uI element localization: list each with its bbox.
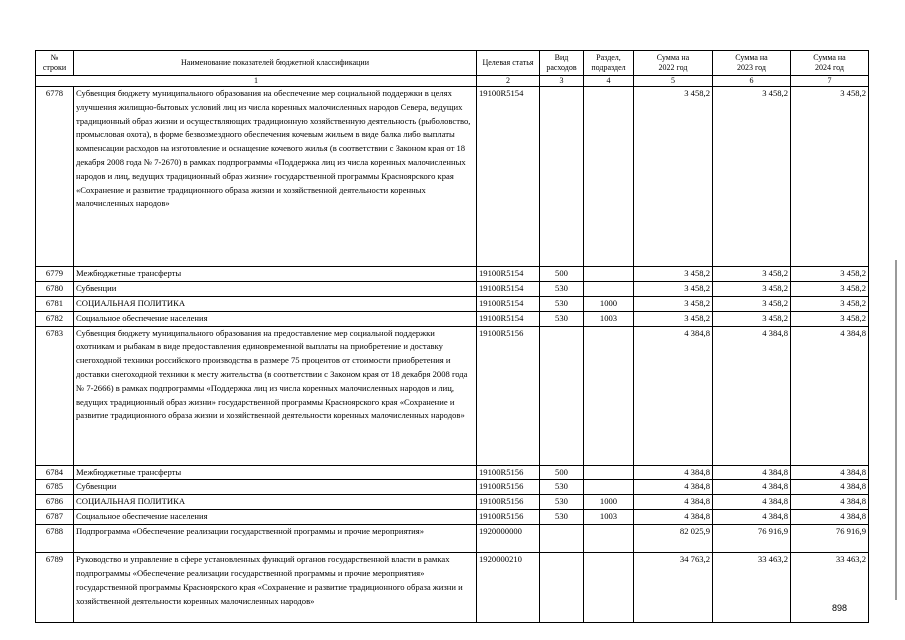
table-row — [36, 267, 869, 282]
table-row — [36, 524, 869, 553]
column-number: 5 — [634, 76, 713, 87]
row-expense-type: 530 — [540, 495, 584, 510]
row-sum-2024: 4 384,8 — [791, 495, 869, 510]
row-section — [584, 267, 634, 282]
row-name: Социальное обеспечение населения — [74, 509, 477, 524]
column-number: 6 — [713, 76, 791, 87]
row-sum-2024: 33 463,2 — [791, 553, 869, 623]
row-sum-2022: 4 384,8 — [634, 326, 713, 465]
row-name: Межбюджетные трансферты — [74, 465, 477, 480]
table-row — [36, 87, 869, 267]
row-name: СОЦИАЛЬНАЯ ПОЛИТИКА — [74, 296, 477, 311]
row-section: 1000 — [584, 296, 634, 311]
row-sum-2023: 4 384,8 — [713, 509, 791, 524]
row-sum-2023: 4 384,8 — [713, 465, 791, 480]
row-name: Субвенции — [74, 480, 477, 495]
row-sum-2022: 3 458,2 — [634, 282, 713, 297]
row-sum-2024: 4 384,8 — [791, 509, 869, 524]
row-number: 6786 — [36, 495, 74, 510]
row-section — [584, 326, 634, 465]
row-sum-2024: 3 458,2 — [791, 296, 869, 311]
column-number: 7 — [791, 76, 869, 87]
row-sum-2022: 34 763,2 — [634, 553, 713, 623]
row-section — [584, 524, 634, 553]
row-target-code: 1920000210 — [477, 553, 540, 623]
header-line-no: № строки — [36, 51, 74, 76]
row-sum-2023: 3 458,2 — [713, 296, 791, 311]
row-expense-type — [540, 553, 584, 623]
row-section: 1003 — [584, 311, 634, 326]
row-sum-2023: 76 916,9 — [713, 524, 791, 553]
row-number: 6779 — [36, 267, 74, 282]
row-sum-2023: 3 458,2 — [713, 87, 791, 267]
row-expense-type: 530 — [540, 282, 584, 297]
row-section: 1003 — [584, 509, 634, 524]
header-sum-2024: Сумма на 2024 год — [791, 51, 869, 76]
row-expense-type: 530 — [540, 311, 584, 326]
row-target-code: 19100R5156 — [477, 465, 540, 480]
row-section — [584, 282, 634, 297]
row-target-code: 19100R5156 — [477, 495, 540, 510]
table-row — [36, 296, 869, 311]
row-sum-2023: 3 458,2 — [713, 267, 791, 282]
row-sum-2022: 4 384,8 — [634, 509, 713, 524]
row-sum-2023: 4 384,8 — [713, 326, 791, 465]
header-row — [36, 51, 869, 76]
row-expense-type — [540, 87, 584, 267]
row-name: Субвенция бюджету муниципального образования на предоставление мер социальной поддержки охотникам и рыбакам в виде предоставления единовременной выплаты на приобретение и доставку снегоходной техники российского производства в размере 75 процентов от стоимости приобретения и доставки снегоходной техники к месту жительства (в соответствии с Законом края от 18 декабря 2008 года № 7-2666) в рамках подпрограммы «Поддержка лиц из числа коренных малочисленных народов и лиц, ведущих традиционный образ жизни» государственной программы Красноярского края «Сохранение и развитие традиционного образа жизни и хозяйственной деятельности коренных малочисленных народов» — [74, 326, 477, 465]
row-number: 6787 — [36, 509, 74, 524]
row-name: СОЦИАЛЬНАЯ ПОЛИТИКА — [74, 495, 477, 510]
header-sum-2023: Сумма на 2023 год — [713, 51, 791, 76]
header-section: Раздел, подраздел — [584, 51, 634, 76]
row-target-code: 19100R5156 — [477, 509, 540, 524]
row-target-code: 19100R5154 — [477, 311, 540, 326]
row-expense-type: 500 — [540, 465, 584, 480]
row-number: 6785 — [36, 480, 74, 495]
page-number: 898 — [832, 603, 848, 613]
row-expense-type: 500 — [540, 267, 584, 282]
table-row — [36, 509, 869, 524]
row-expense-type: 530 — [540, 296, 584, 311]
row-sum-2023: 4 384,8 — [713, 495, 791, 510]
row-expense-type: 530 — [540, 509, 584, 524]
row-number: 6784 — [36, 465, 74, 480]
row-expense-type — [540, 524, 584, 553]
row-target-code: 1920000000 — [477, 524, 540, 553]
table-body — [36, 87, 869, 623]
row-target-code: 19100R5154 — [477, 267, 540, 282]
row-sum-2024: 3 458,2 — [791, 87, 869, 267]
budget-table — [35, 50, 869, 623]
row-number: 6781 — [36, 296, 74, 311]
row-sum-2024: 4 384,8 — [791, 480, 869, 495]
row-sum-2023: 3 458,2 — [713, 311, 791, 326]
row-sum-2023: 33 463,2 — [713, 553, 791, 623]
row-name: Руководство и управление в сфере установленных функций органов государственной власти в рамках подпрограммы «Обеспечение реализации государственной программы и прочие мероприятия» государственной программы Красноярского края «Сохранение и развитие традиционного образа жизни и хозяйственной деятельности коренных малочисленных народов» — [74, 553, 477, 623]
row-section — [584, 480, 634, 495]
row-section: 1000 — [584, 495, 634, 510]
header-target: Целевая статья — [477, 51, 540, 76]
header-expense-type: Вид расходов — [540, 51, 584, 76]
row-expense-type: 530 — [540, 480, 584, 495]
row-sum-2022: 3 458,2 — [634, 267, 713, 282]
row-sum-2024: 3 458,2 — [791, 282, 869, 297]
scan-edge-line — [895, 260, 897, 600]
table-row — [36, 495, 869, 510]
table-row — [36, 553, 869, 623]
row-sum-2022: 4 384,8 — [634, 480, 713, 495]
table-row — [36, 465, 869, 480]
table-row — [36, 480, 869, 495]
row-number: 6780 — [36, 282, 74, 297]
header-sum-2022: Сумма на 2022 год — [634, 51, 713, 76]
row-number: 6788 — [36, 524, 74, 553]
row-target-code: 19100R5154 — [477, 282, 540, 297]
row-number: 6782 — [36, 311, 74, 326]
row-number: 6789 — [36, 553, 74, 623]
column-number: 2 — [477, 76, 540, 87]
row-target-code: 19100R5154 — [477, 87, 540, 267]
row-expense-type — [540, 326, 584, 465]
row-target-code: 19100R5156 — [477, 326, 540, 465]
row-name: Субвенция бюджету муниципального образования на обеспечение мер социальной поддержки в целях улучшения жилищно-бытовых условий лиц из числа коренных малочисленных народов Севера, ведущих традиционный образ жизни и осуществляющих традиционную хозяйственную деятельность (рыболовство, промысловая охота), в форме безвозмездного обеспечения кочевым жильем в виде балка либо выплаты компенсации расходов на изготовление и оснащение кочевого жилья (в соответствии с Законом края от 18 декабря 2008 года № 7-2670) в рамках подпрограммы «Поддержка лиц из числа коренных малочисленных народов и лиц, ведущих традиционный образ жизни» государственной программы Красноярского края «Сохранение и развитие традиционного образа жизни и хозяйственной деятельности коренных малочисленных народов» — [74, 87, 477, 267]
row-target-code: 19100R5154 — [477, 296, 540, 311]
table-row — [36, 282, 869, 297]
row-section — [584, 465, 634, 480]
row-sum-2022: 3 458,2 — [634, 311, 713, 326]
row-sum-2022: 3 458,2 — [634, 87, 713, 267]
row-sum-2022: 82 025,9 — [634, 524, 713, 553]
row-name: Субвенции — [74, 282, 477, 297]
column-number-row — [36, 76, 869, 87]
row-name: Межбюджетные трансферты — [74, 267, 477, 282]
row-name: Социальное обеспечение населения — [74, 311, 477, 326]
row-sum-2024: 4 384,8 — [791, 326, 869, 465]
row-sum-2022: 3 458,2 — [634, 296, 713, 311]
column-number: 1 — [36, 76, 477, 87]
table-row — [36, 311, 869, 326]
row-section — [584, 553, 634, 623]
row-sum-2022: 4 384,8 — [634, 465, 713, 480]
row-target-code: 19100R5156 — [477, 480, 540, 495]
row-sum-2024: 3 458,2 — [791, 311, 869, 326]
row-name: Подпрограмма «Обеспечение реализации государственной программы и прочие мероприятия» — [74, 524, 477, 553]
row-sum-2024: 4 384,8 — [791, 465, 869, 480]
row-sum-2022: 4 384,8 — [634, 495, 713, 510]
column-number: 4 — [584, 76, 634, 87]
row-sum-2024: 3 458,2 — [791, 267, 869, 282]
row-number: 6783 — [36, 326, 74, 465]
column-number: 3 — [540, 76, 584, 87]
row-sum-2023: 3 458,2 — [713, 282, 791, 297]
row-section — [584, 87, 634, 267]
header-name: Наименование показателей бюджетной классификации — [74, 51, 477, 76]
row-sum-2024: 76 916,9 — [791, 524, 869, 553]
row-number: 6778 — [36, 87, 74, 267]
row-sum-2023: 4 384,8 — [713, 480, 791, 495]
table-row — [36, 326, 869, 465]
